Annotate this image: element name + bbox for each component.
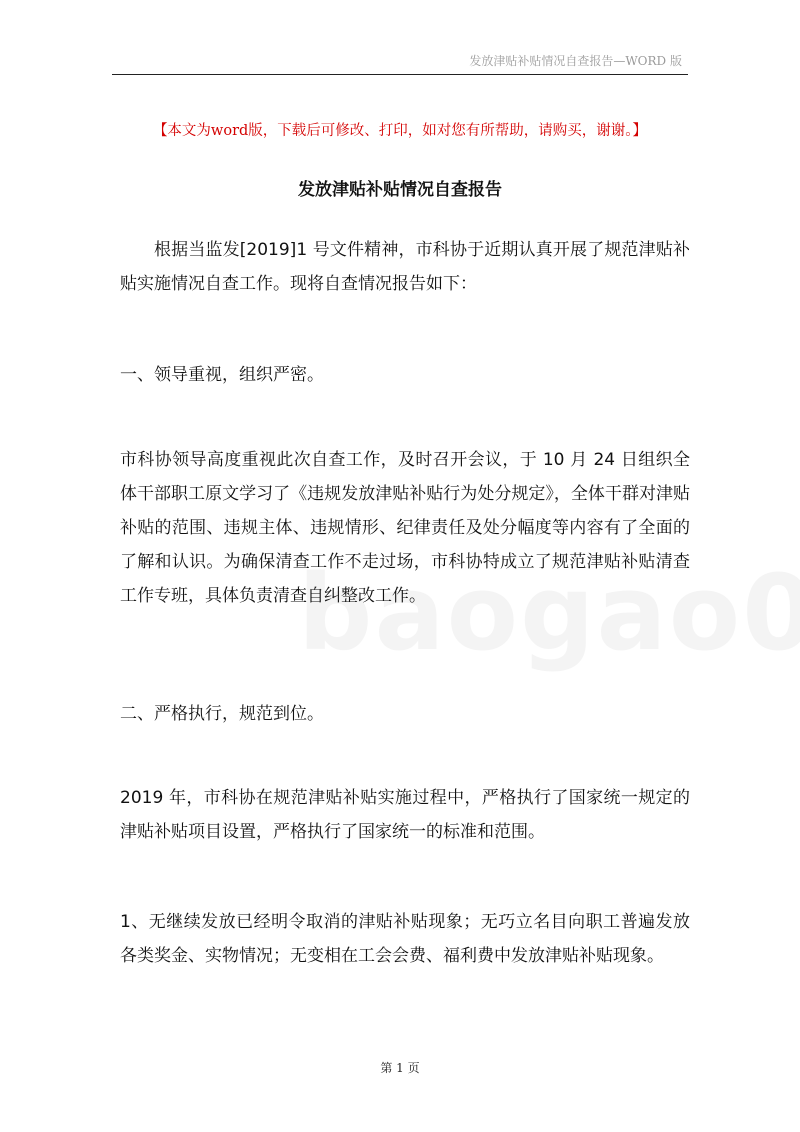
running-header: 发放津贴补贴情况自查报告—WORD 版 bbox=[469, 54, 682, 68]
section-2-paragraph: 2019 年，市科协在规范津贴补贴实施过程中，严格执行了国家统一规定的津贴补贴项目设置，严格执行了国家统一的标准和范围。 bbox=[120, 788, 690, 842]
section-1-paragraph: 市科协领导高度重视此次自查工作，及时召开会议，于 10 月 24 日组织全体干部职工原文学习了《违规发放津贴补贴行为处分规定》，全体干群对津贴补贴的范围、违规主体、违规情形、纪律责任及处分幅度等内容有了全面的了解和认识。为确保清查工作不走过场，市科协特成立了规范津贴补贴清查工作专班，具体负责清查自纠整改工作。 bbox=[120, 450, 690, 606]
page-number: 第 1 页 bbox=[380, 1061, 420, 1075]
item-1-paragraph: 1、无继续发放已经明令取消的津贴补贴现象；无巧立名目向职工普遍发放各类奖金、实物情况；无变相在工会会费、福利费中发放津贴补贴现象。 bbox=[120, 912, 690, 966]
section-heading-1: 一、领导重视，组织严密。 bbox=[120, 365, 324, 385]
purchase-notice: 【本文为word版，下载后可修改、打印，如对您有所帮助，请购买，谢谢。】 bbox=[152, 123, 648, 139]
section-heading-2: 二、严格执行，规范到位。 bbox=[120, 704, 324, 724]
header-rule bbox=[112, 74, 688, 75]
document-title: 发放津贴补贴情况自查报告 bbox=[298, 180, 502, 200]
intro-paragraph: 根据当监发[2019]1 号文件精神，市科协于近期认真开展了规范津贴补贴实施情况自查工作。现将自查情况报告如下： bbox=[120, 240, 690, 294]
